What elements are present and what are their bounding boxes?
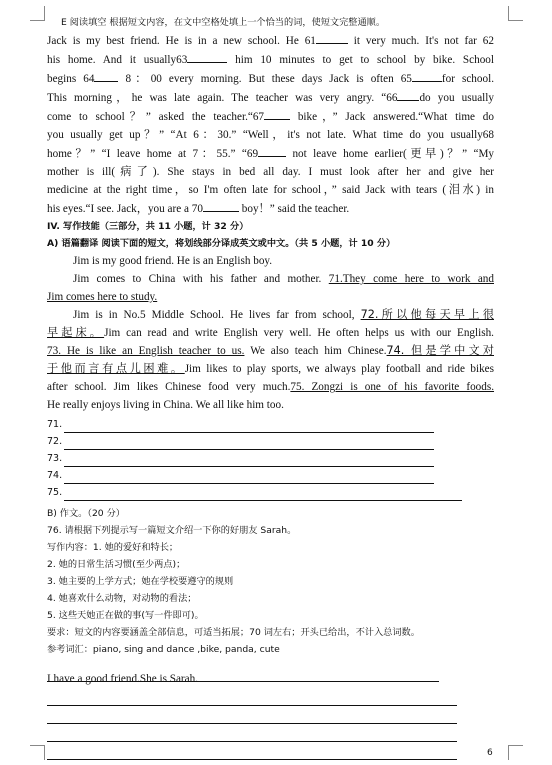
passage-line: after school. Jim likes Chinese food very much.75. Zongzi is one of his favorite foods. — [47, 381, 495, 393]
crop-mark-top-right — [508, 6, 523, 21]
blank-67[interactable] — [264, 107, 290, 120]
requirements: 要求：短文的内容要涵盖全部信息，可适当拓展；70 词左右；开头已给出，不计入总词数。 — [47, 627, 420, 638]
composition-section — [47, 505, 494, 760]
content-point: 5. 这些天她正在做的事(写一件即可)。 — [47, 610, 204, 621]
cloze-line: his home. And it usually63 him 10 minutes to get to school by bike. School — [47, 50, 494, 69]
passage-line: 73. He is like an English teacher to us. We also teach him Chinese.74. 但是学中文对 — [47, 344, 494, 357]
blank-63[interactable] — [187, 50, 227, 63]
reference-vocabulary: 参考词汇：piano, sing and dance ,bike, panda, cute — [47, 644, 280, 655]
blank-70[interactable] — [203, 199, 239, 212]
page-number: 6 — [487, 748, 493, 758]
translation-passage — [47, 252, 494, 414]
answer-line-75[interactable]: 75. — [47, 484, 494, 501]
writing-line[interactable] — [47, 706, 457, 724]
passage-line: Jim is my good friend. He is an English boy. — [73, 255, 273, 267]
blank-65[interactable] — [412, 69, 442, 82]
writing-line[interactable] — [47, 688, 457, 706]
crop-mark-bottom-right — [508, 745, 523, 760]
passage-line: 早起床。Jim can read and write English very well. He often helps us with our English. — [47, 326, 494, 339]
cloze-line: begins 64 8：00 every morning. But these days Jack is often 65 for school. — [47, 69, 494, 88]
crop-mark-bottom-left — [30, 745, 45, 760]
passage-line: 于他而言有点儿困难。Jim likes to play sports, we always play football and ride bikes — [47, 362, 494, 375]
blank-64[interactable] — [94, 69, 118, 82]
section-b-heading: B) 作文。（20 分） — [47, 508, 125, 519]
cloze-line: This morning，he was late again. The teacher was very angry. “66 do you usually — [47, 88, 494, 107]
cloze-line: home？” “I leave home at 7：55.” “69 not leave home earlier(更早)？” “My — [47, 144, 494, 163]
content-point: 3. 她主要的上学方式；她在学校要遵守的规则 — [47, 576, 234, 587]
cloze-line: you usually get up？” “At 6：30.” “Well，it's not late. What time do you usually68 — [47, 129, 494, 141]
answer-line-71[interactable]: 71. — [47, 416, 494, 433]
composition-opening: I have a good friend.She is Sarah. — [47, 670, 494, 688]
page-content — [47, 14, 494, 760]
translation-item-71: 71.They come here to work and — [328, 273, 494, 285]
translation-item-71-cont: Jim comes here to study. — [47, 291, 158, 303]
answer-line-72[interactable]: 72. — [47, 433, 494, 450]
writing-line[interactable] — [47, 742, 457, 760]
cloze-line: medicine at the right time，so I'm often late for school，” said Jack with tears (泪水) in — [47, 184, 494, 196]
composition-prompt: 76. 请根据下列提示写一篇短文介绍一下你的好朋友 Sarah。 — [47, 525, 297, 536]
translation-answer-lines — [47, 416, 494, 501]
writing-line[interactable] — [47, 724, 457, 742]
section-iv-heading: IV. 写作技能（三部分，共 11 小题，计 32 分） — [47, 221, 249, 232]
translation-item-72: 72.所以他每天早上很 — [360, 308, 494, 321]
passage-line: He really enjoys living in China. We all like him too. — [47, 399, 284, 411]
section-e-heading: E 阅读填空 根据短文内容，在文中空格处填上一个恰当的词，使短文完整通顺。 — [61, 17, 386, 28]
cloze-line: mother is ill(病了). She stays in bed all day. I must look after her and give her — [47, 166, 494, 178]
passage-line: Jim is in No.5 Middle School. He lives far from school, 72.所以他每天早上很 — [73, 308, 494, 321]
passage-line — [47, 288, 494, 306]
blank-69[interactable] — [258, 144, 286, 157]
answer-line-74[interactable]: 74. — [47, 467, 494, 484]
cloze-line: Jack is my best friend. He is in a new school. He 61 it very much. It's not far 62 — [47, 31, 494, 50]
cloze-line: come to school？” asked the teacher.“67 bike，” Jack answered.“What time do — [47, 107, 494, 126]
answer-line-73[interactable]: 73. — [47, 450, 494, 467]
cloze-line: his eyes.“I see. Jack，you are a 70 boy！” said the teacher. — [47, 199, 494, 218]
part-a-heading: A) 语篇翻译 阅读下面的短文，将划线部分译成英文或中文。（共 5 小题，计 10 分） — [47, 238, 396, 249]
passage-line: Jim comes to China with his father and mother. 71.They come here to work and — [73, 273, 494, 285]
translation-item-72-cont: 早起床。 — [47, 326, 105, 339]
crop-mark-top-left — [30, 6, 45, 21]
translation-item-73: 73. He is like an English teacher to us. — [47, 345, 245, 357]
content-label: 写作内容：1. 她的爱好和特长； — [47, 542, 179, 553]
translation-item-74: 74. 但是学中文对 — [386, 344, 494, 357]
translation-item-74-cont: 于他而言有点儿困难。 — [47, 362, 185, 375]
blank-61[interactable] — [316, 31, 348, 44]
cloze-passage — [47, 31, 494, 218]
content-point: 4. 她喜欢什么动物，对动物的看法； — [47, 593, 197, 604]
translation-item-75: 75. Zongzi is one of his favorite foods. — [290, 381, 495, 393]
content-point: 2. 她的日常生活习惯(至少两点)； — [47, 559, 186, 570]
blank-66[interactable] — [397, 88, 419, 101]
